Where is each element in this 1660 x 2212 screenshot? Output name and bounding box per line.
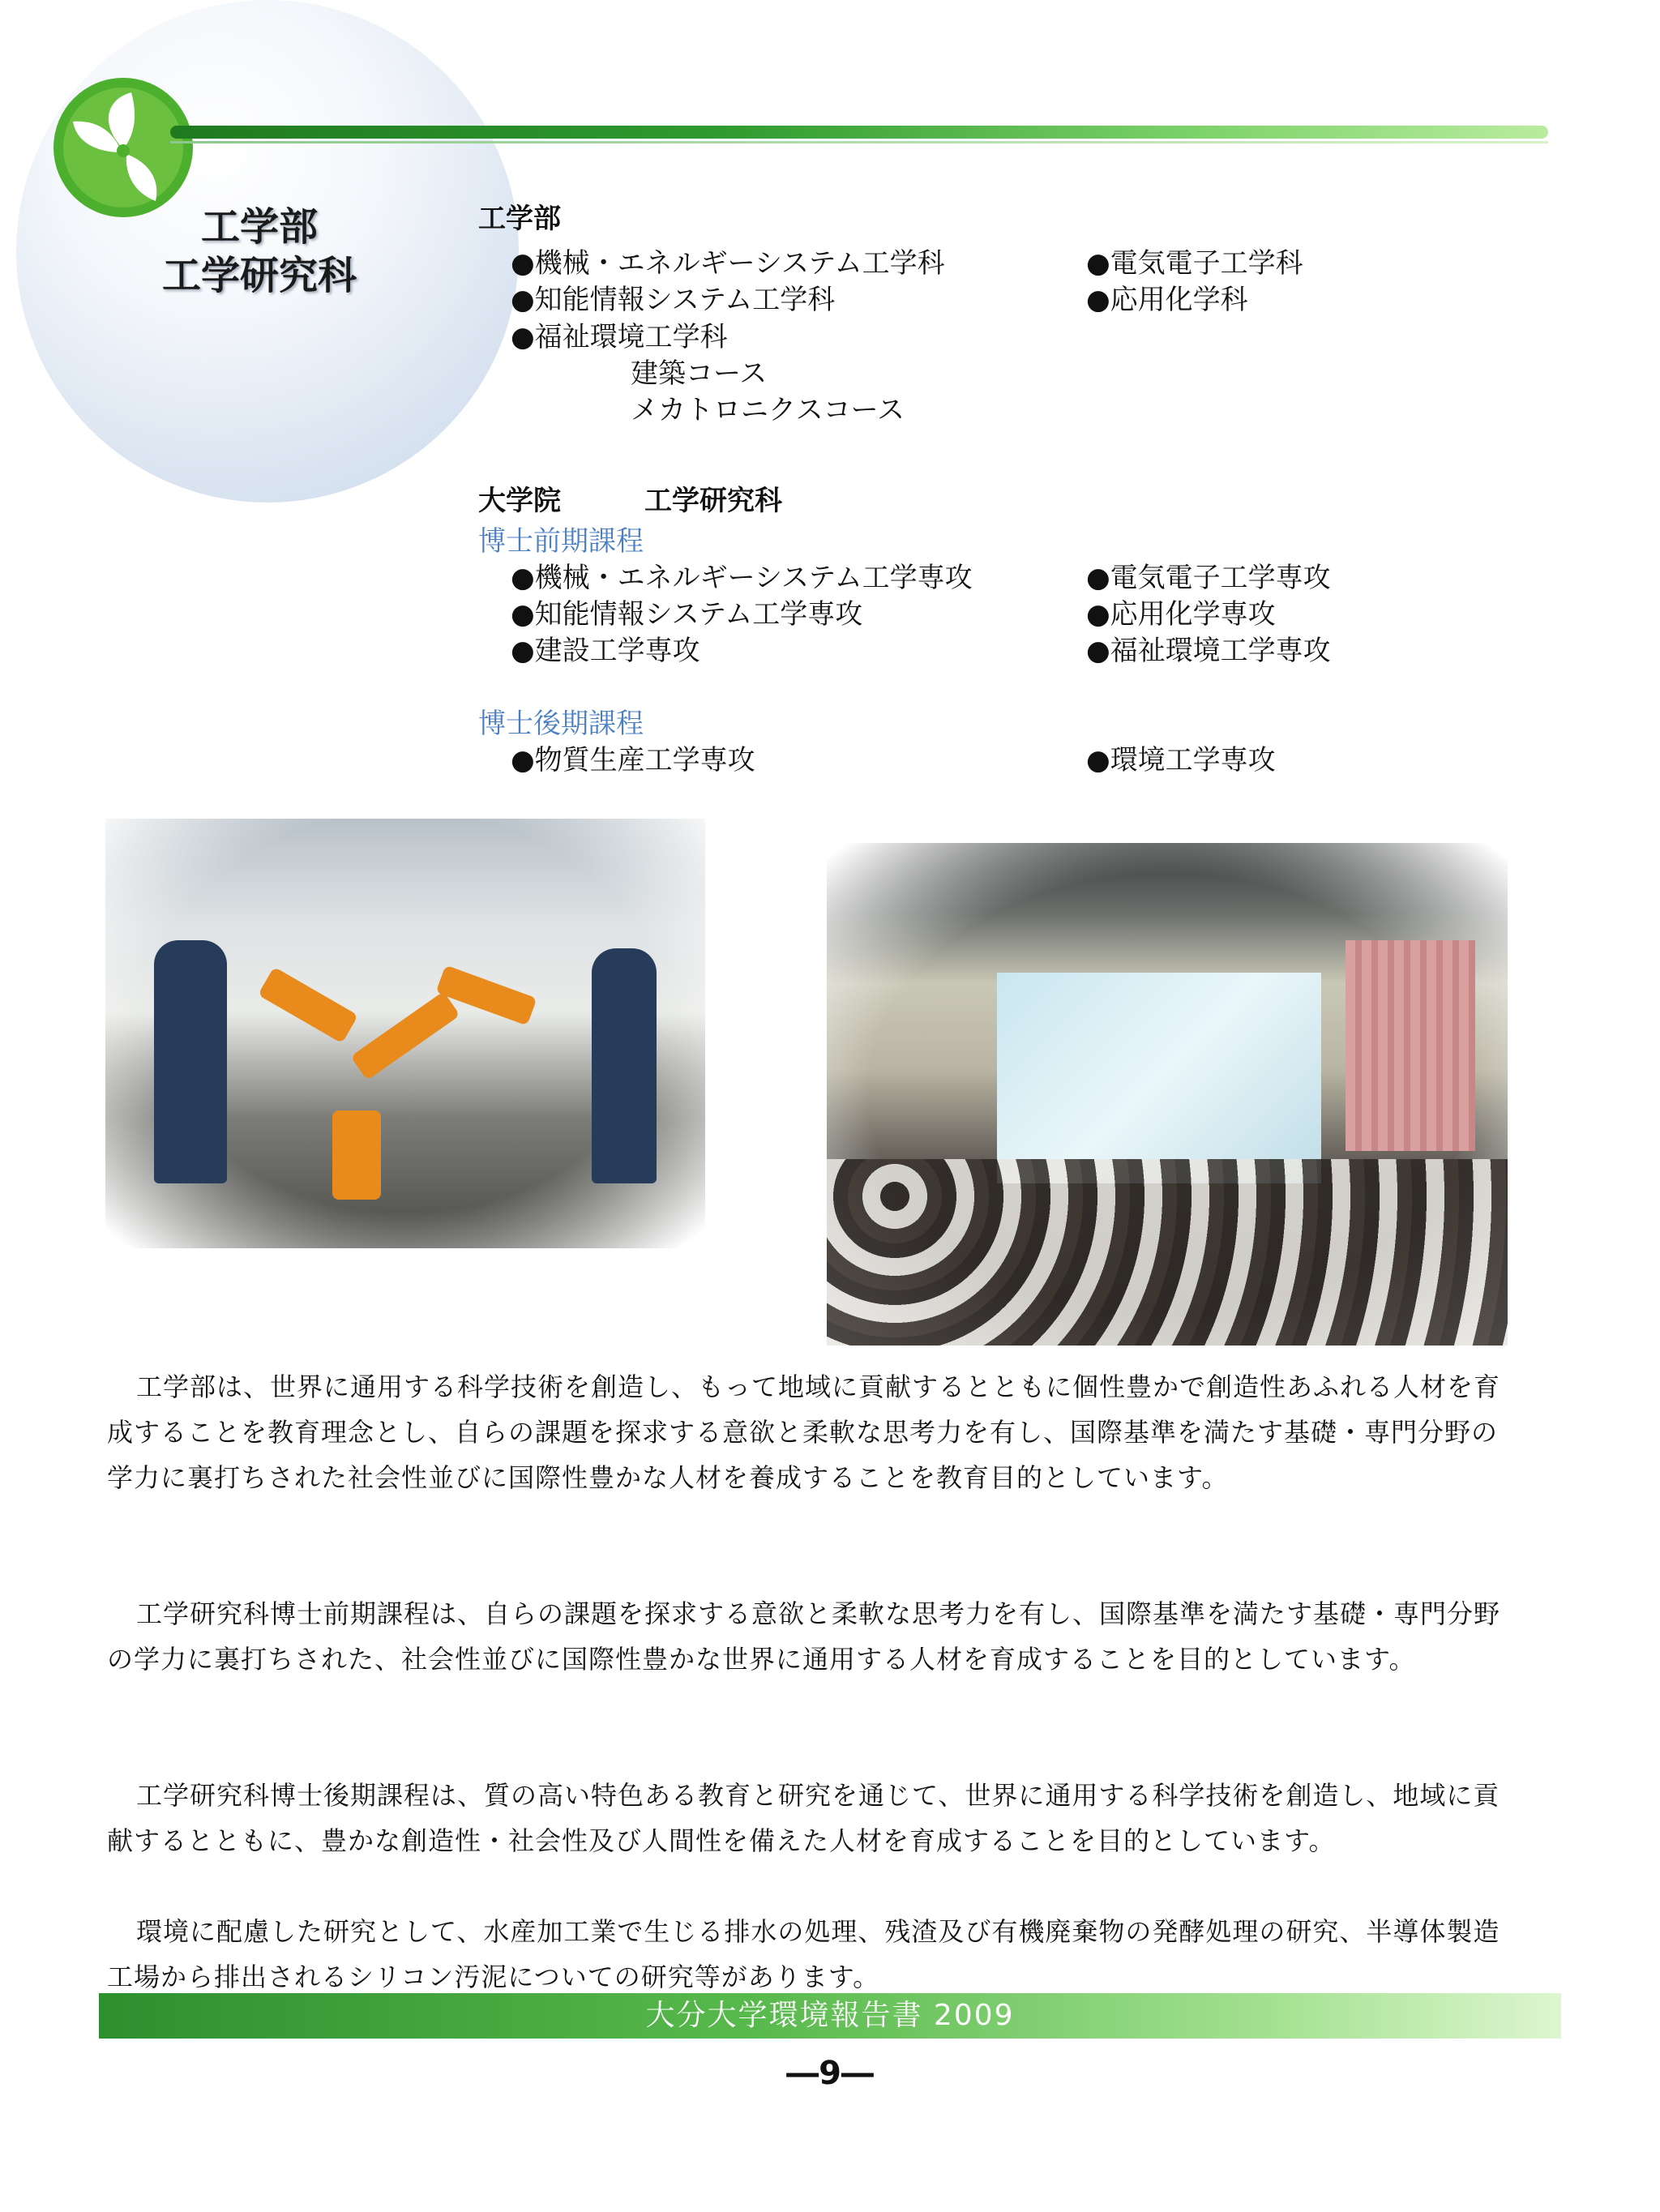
header-rule-thin <box>170 141 1548 143</box>
master-item: ●機械・エネルギーシステム工学専攻 <box>511 562 973 594</box>
master-course-label: 博士前期課程 <box>478 525 644 558</box>
lecture-hall-photo <box>827 843 1508 1346</box>
audience <box>827 1159 1508 1346</box>
projection-screen <box>997 973 1321 1183</box>
master-item: ●福祉環境工学専攻 <box>1086 635 1331 667</box>
doctor-item: ●物質生産工学専攻 <box>511 744 755 777</box>
body-paragraph: 工学研究科博士前期課程は、自らの課題を探求する意欲と柔軟な思考力を有し、国際基準を満たす基礎・専門分野の学力に裏打ちされた、社会性並びに国際性豊かな世界に通用する人材を育成することを目的としています。 <box>107 1598 1501 1675</box>
robot-arm <box>258 967 358 1044</box>
course-item: メカトロニクスコース <box>631 394 905 426</box>
footer-title: 大分大学環境報告書 2009 <box>645 1999 1015 2032</box>
robot-arm <box>350 991 460 1080</box>
robotics-lab-photo <box>105 819 705 1248</box>
header-rule <box>170 126 1548 139</box>
undergrad-item: ●電気電子工学科 <box>1086 247 1303 280</box>
student-figure <box>154 940 227 1183</box>
master-item: ●知能情報システム工学専攻 <box>511 598 863 631</box>
robot-base <box>332 1110 381 1200</box>
graduate-heading-school: 工学研究科 <box>644 485 782 517</box>
undergrad-item: ●福祉環境工学科 <box>511 321 728 353</box>
graduate-heading: 大学院 <box>478 485 561 517</box>
master-item: ●電気電子工学専攻 <box>1086 562 1331 594</box>
doctor-item: ●環境工学専攻 <box>1086 744 1276 777</box>
course-item: 建築コース <box>631 357 768 390</box>
section-title <box>97 203 421 300</box>
undergrad-item: ●知能情報システム工学科 <box>511 284 836 316</box>
body-paragraph: 工学研究科博士後期課程は、質の高い特色ある教育と研究を通じて、世界に通用する科学技術を創造し、地域に貢献するとともに、豊かな創造性・社会性及び人間性を備えた人材を育成することを目的としています。 <box>107 1780 1500 1856</box>
section-title-line1: 工学部 <box>200 204 318 250</box>
doctor-course-label: 博士後期課程 <box>478 708 644 740</box>
section-title-line2: 工学研究科 <box>161 253 357 298</box>
leaf-logo-icon <box>50 75 196 220</box>
undergrad-heading: 工学部 <box>478 203 561 235</box>
undergrad-item: ●機械・エネルギーシステム工学科 <box>511 247 945 280</box>
body-paragraph: 環境に配慮した研究として、水産加工業で生じる排水の処理、残渣及び有機廃棄物の発酵処理の研究、半導体製造工場から排出されるシリコン汚泥についての研究等があります。 <box>107 1916 1500 1992</box>
master-item: ●応用化学専攻 <box>1086 598 1276 631</box>
student-figure <box>592 948 657 1183</box>
page-number: ―9― <box>786 2055 874 2092</box>
undergrad-item: ●応用化学科 <box>1086 284 1248 316</box>
master-item: ●建設工学専攻 <box>511 635 700 667</box>
curtain <box>1346 940 1475 1151</box>
body-paragraph: 工学部は、世界に通用する科学技術を創造し、もって地域に貢献するとともに個性豊かで創造性あふれる人材を育成することを教育理念とし、自らの課題を探求する意欲と柔軟な思考力を有し、国際基準を満たす基礎・専門分野の学力に裏打ちされた社会性並びに国際性豊かな人材を養成することを教育目的としています。 <box>107 1371 1501 1493</box>
